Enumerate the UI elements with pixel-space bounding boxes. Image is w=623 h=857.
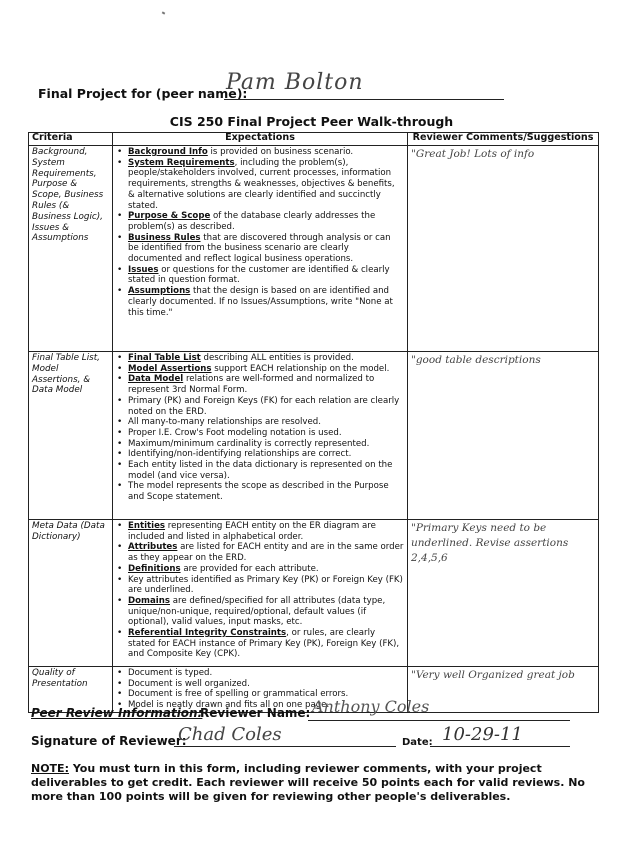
expectations-list — [116, 353, 404, 503]
expectation-item — [126, 521, 404, 542]
expectation-item — [126, 265, 404, 286]
criteria-cell: Quality of Presentation — [29, 667, 113, 713]
expectation-text: that are discovered through analysis or can be identified from the business scenario are clearly documented and reflect logical business operations. — [128, 232, 391, 265]
column-header-expectations: Expectations — [113, 133, 408, 146]
expectation-text: are defined/specified for all attributes (data type, unique/non-unique, required/optional, default values (if optional), valid values, input masks, etc. — [128, 595, 386, 628]
signature-line — [174, 746, 396, 747]
expectation-keyword: Referential Integrity Constraints — [128, 628, 287, 639]
expectation-item — [126, 679, 404, 690]
scan-speck — [162, 11, 166, 14]
expectation-text: describing ALL entities is provided. — [200, 353, 354, 363]
table-row — [29, 520, 599, 667]
expectation-keyword: Model Assertions — [128, 363, 212, 374]
expectation-text: Document is well organized. — [128, 678, 250, 689]
expectation-item — [126, 460, 404, 481]
expectation-item — [126, 564, 404, 575]
expectation-text: Each entity listed in the data dictionary is represented on the model (and vice versa). — [128, 460, 393, 481]
reviewer-comment: "Great Job! Lots of info — [408, 146, 599, 352]
expectation-text: Proper I.E. Crow's Foot modeling notation is used. — [128, 427, 342, 438]
expectation-text: that the design is based on are identified and clearly documented. If no Issues/Assumptions, write "None at this time." — [128, 286, 393, 318]
walkthrough-table — [28, 132, 599, 713]
expectation-text: Document is typed. — [128, 668, 213, 678]
submission-note — [31, 762, 601, 804]
expectation-text: of the database clearly addresses the problem(s) as described. — [128, 211, 376, 232]
expectation-keyword: Background Info — [128, 147, 208, 157]
expectation-item — [126, 481, 404, 502]
expectation-text: Key attributes identified as Primary Key (PK) or Foreign Key (FK) are underlined. — [128, 574, 403, 596]
expectation-item — [126, 147, 404, 158]
expectations-list — [116, 521, 404, 660]
expectation-text: , or rules, are clearly stated for EACH instance of Primary Key (PK), Foreign Key (FK), and Composite Key (CPK). — [128, 628, 400, 660]
expectation-text: are listed for EACH entity and are in the same order as they appear on the ERD. — [128, 542, 404, 564]
expectation-item — [126, 542, 404, 563]
expectation-item — [126, 575, 404, 596]
expectation-text: is provided on business scenario. — [207, 147, 354, 157]
expectation-keyword: Domains — [128, 595, 170, 606]
expectation-item — [126, 628, 404, 660]
reviewer-comment: "Primary Keys need to be underlined. Revise assertions 2,4,5,6 — [408, 520, 599, 667]
expectation-item — [126, 353, 404, 364]
expectation-keyword: Final Table List — [128, 353, 201, 363]
expectation-item — [126, 428, 404, 439]
expectation-text: support EACH relationship on the model. — [211, 363, 390, 374]
expectation-item — [126, 233, 404, 265]
expectation-item — [126, 374, 404, 395]
expectation-keyword: Issues — [128, 264, 159, 275]
expectations-cell — [113, 352, 408, 520]
expectation-keyword: Entities — [128, 521, 166, 531]
expectation-item — [126, 417, 404, 428]
reviewer-comment: "good table descriptions — [408, 352, 599, 520]
note-label: NOTE: — [31, 762, 69, 775]
peer-review-label: Peer Review Information: — [31, 706, 203, 720]
expectation-keyword: Assumptions — [128, 286, 191, 297]
criteria-cell: Background, System Requirements, Purpose & Scope, Business Rules (& Business Logic), Issues & Assumptions — [29, 146, 113, 352]
expectations-cell — [113, 520, 408, 667]
reviewer-name-label: Reviewer Name: — [200, 706, 311, 720]
date-handwritten: 10-29-11 — [442, 724, 523, 745]
signature-label: Signature of Reviewer: — [31, 734, 187, 748]
criteria-cell: Meta Data (Data Dictionary) — [29, 520, 113, 667]
expectation-text: All many-to-many relationships are resolved. — [128, 417, 321, 428]
expectation-item — [126, 449, 404, 460]
table-row — [29, 352, 599, 520]
expectation-item — [126, 158, 404, 212]
expectation-keyword: Definitions — [128, 563, 181, 574]
expectation-text: are provided for each attribute. — [180, 563, 319, 574]
criteria-cell: Final Table List, Model Assertions, & Data Model — [29, 352, 113, 520]
peer-name-handwritten: Pam Bolton — [226, 70, 364, 95]
document-title: CIS 250 Final Project Peer Walk-through — [169, 114, 454, 129]
reviewer-comment: "Very well Organized great job — [408, 667, 599, 713]
expectation-text: Maximum/minimum cardinality is correctly represented. — [128, 438, 370, 449]
expectation-text: The model represents the scope as described in the Purpose and Scope statement. — [128, 481, 389, 503]
expectation-text: Primary (PK) and Foreign Keys (FK) for each relation are clearly noted on the ERD. — [128, 395, 400, 417]
date-label: Date: — [402, 737, 433, 748]
note-text: You must turn in this form, including reviewer comments, with your project deliverables to get credit. Each reviewer will receive 50 points each for valid reviews. No more than 100 points will be given for reviewing other people's deliverables. — [31, 762, 585, 803]
expectation-text: relations are well-formed and normalized to represent 3rd Normal Form. — [128, 374, 375, 396]
expectation-item — [126, 596, 404, 628]
column-header-comments: Reviewer Comments/Suggestions — [408, 133, 599, 146]
expectations-cell — [113, 146, 408, 352]
expectation-item — [126, 396, 404, 417]
expectation-item — [126, 286, 404, 318]
expectation-keyword: Purpose & Scope — [128, 211, 211, 222]
column-header-criteria: Criteria — [29, 133, 113, 146]
expectation-keyword: Attributes — [128, 542, 178, 553]
signature-handwritten: Chad Coles — [178, 724, 282, 745]
peer-name-label: Final Project for (peer name): — [38, 86, 248, 101]
expectation-text: representing EACH entity on the ER diagram are included and listed in alphabetical order. — [128, 521, 376, 542]
expectation-keyword: System Requirements — [128, 157, 235, 168]
expectation-keyword: Business Rules — [128, 232, 201, 243]
expectation-item — [126, 364, 404, 375]
expectation-item — [126, 211, 404, 232]
expectation-text: Document is free of spelling or grammatical errors. — [128, 689, 349, 700]
peer-name-line — [224, 99, 504, 100]
expectation-text: Identifying/non-identifying relationships are correct. — [128, 449, 352, 460]
reviewer-name-handwritten: Anthony Coles — [312, 697, 430, 716]
expectation-item — [126, 668, 404, 679]
expectation-text: , including the problem(s), people/stakeholders involved, current processes, information requirements, strengths & weaknesses, objectives & benefits, & alternative solutions are clearly identified and succinctly stated. — [128, 157, 395, 211]
expectation-text: Model is neatly drawn and fits all on one page. — [128, 700, 330, 711]
expectation-text: or questions for the customer are identified & clearly stated in question format. — [128, 264, 390, 286]
expectation-keyword: Data Model — [128, 374, 184, 385]
table-row — [29, 146, 599, 352]
expectation-item — [126, 439, 404, 450]
table-header-row — [29, 133, 599, 146]
expectations-list — [116, 147, 404, 318]
date-line — [430, 746, 570, 747]
reviewer-name-line — [308, 720, 570, 721]
